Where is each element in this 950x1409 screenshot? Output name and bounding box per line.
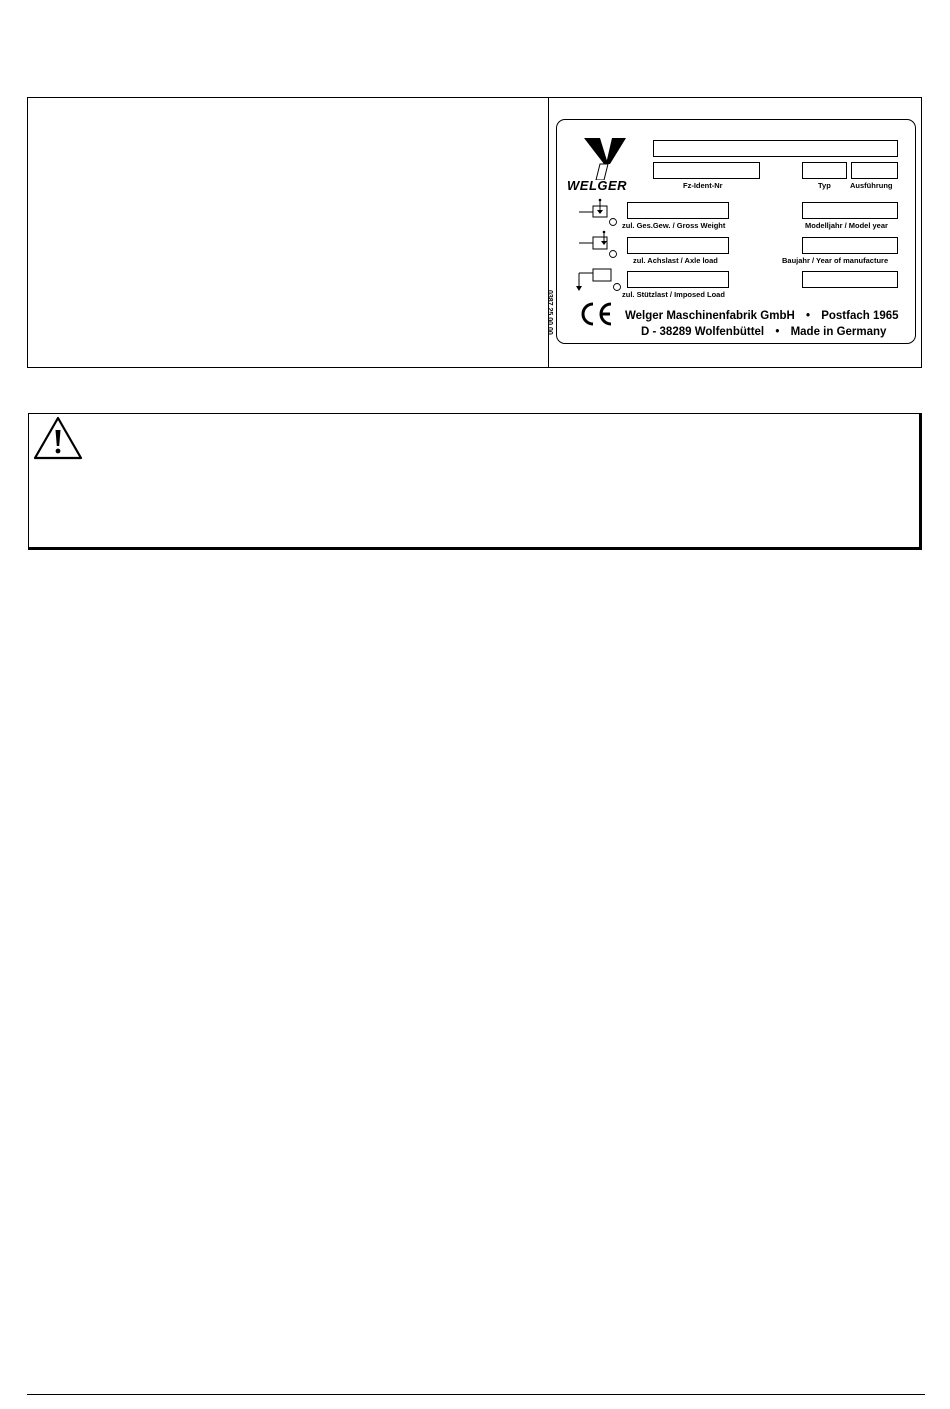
separator: • (775, 326, 780, 338)
imposed-load-label: zul. Stützlast / Imposed Load (622, 290, 725, 299)
ident-field (653, 162, 760, 179)
type-plate (546, 119, 916, 344)
ce-mark-icon (577, 300, 615, 328)
separator: • (805, 310, 811, 322)
address-line-1 (625, 310, 899, 322)
gross-weight-field (627, 202, 729, 219)
warning-triangle-icon (33, 416, 83, 460)
address-line-2 (641, 326, 886, 338)
ausfuehrung-field (851, 162, 898, 179)
axle-load-field (627, 237, 729, 254)
brand-name: WELGER (567, 178, 628, 193)
gross-weight-label: zul. Ges.Gew. / Gross Weight (622, 221, 726, 230)
typ-label: Typ (818, 181, 831, 190)
typ-field (802, 162, 847, 179)
country: Made in Germany (790, 326, 887, 338)
imposed-load-field (627, 271, 729, 288)
axle-load-icon (577, 230, 627, 260)
model-year-field (802, 202, 898, 219)
nameplate-table (27, 97, 922, 368)
city: D - 38289 Wolfenbüttel (641, 326, 765, 338)
blank-field (802, 271, 898, 288)
ausfuehrung-label: Ausführung (850, 181, 893, 190)
ident-label: Fz-Ident-Nr (683, 181, 723, 190)
gross-weight-icon (577, 198, 627, 228)
year-of-manufacture-label: Baujahr / Year of manufacture (782, 256, 889, 265)
model-year-label: Modelljahr / Model year (805, 221, 888, 230)
axle-load-label: zul. Achslast / Axle load (633, 256, 718, 265)
footer-rule (27, 1394, 925, 1395)
company-name: Welger Maschinenfabrik GmbH (625, 310, 795, 322)
imposed-load-icon (573, 267, 627, 297)
welger-logo (584, 138, 628, 180)
designation-field (653, 140, 898, 157)
year-of-manufacture-field (802, 237, 898, 254)
warning-box (28, 413, 922, 550)
po-box: Postfach 1965 (821, 310, 899, 322)
part-number: 0387.25.00.00 (546, 290, 553, 335)
